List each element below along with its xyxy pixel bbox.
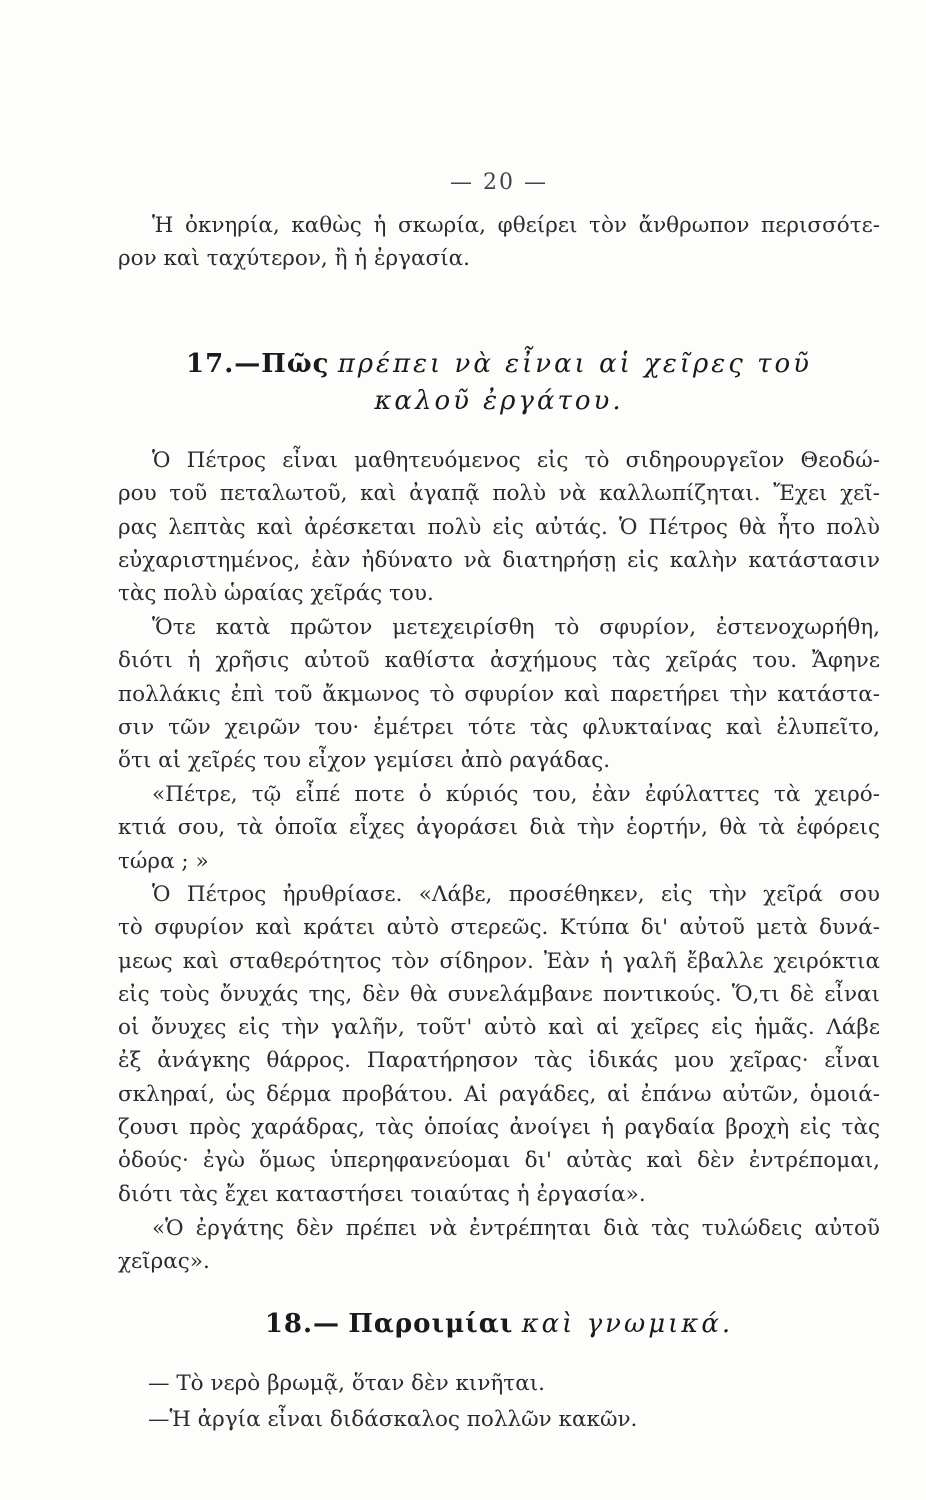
- text-line: σκληραί, ὡς δέρμα προβάτου. Αἱ ραγάδες, αἱ ἐπάνω αὐτῶν, ὁμοιά-: [118, 1081, 880, 1107]
- proverb-item: —Ἡ ἀργία εἶναι διδάσκαλος πολλῶν κακῶν.: [148, 1407, 638, 1432]
- text-line: πολλάκις ἐπὶ τοῦ ἄκμωνος τὸ σφυρίον καὶ παρετήρει τὴν κατάστα-: [118, 681, 880, 707]
- section-17-heading: [118, 346, 880, 382]
- page-number: — 20 —: [450, 170, 548, 195]
- text-line: «Ὁ ἐργάτης δὲν πρέπει νὰ ἐντρέπηται διὰ τὰς τυλώδεις αὐτοῦ: [152, 1216, 880, 1241]
- book-page: [118, 0, 880, 1500]
- text-line: ρου τοῦ πεταλωτοῦ, καὶ ἀγαπᾷ πολὺ νὰ καλλωπίζηται. Ἔχει χεῖ-: [118, 481, 880, 507]
- paragraph: [118, 611, 880, 777]
- text-line: ἐξ ἀνάγκης θάρρος. Παρατήρησον τὰς ἰδικάς μου χεῖρας· εἶναι: [118, 1048, 880, 1074]
- paragraph: [118, 1212, 880, 1279]
- paragraph: [118, 444, 880, 610]
- text-line: ὅτι αἱ χεῖρές του εἶχον γεμίσει ἀπὸ ραγάδας.: [118, 748, 611, 774]
- paragraph: [118, 878, 880, 1211]
- text-line: εὐχαριστημένος, ἐὰν ἠδύνατο νὰ διατηρήσῃ εἰς καλὴν κατάστασιν: [118, 547, 880, 573]
- text-line: ὁδούς· ἐγὼ ὅμως ὑπερηφανεύομαι δι' αὐτὰς καὶ δὲν ἐντρέπομαι,: [118, 1148, 880, 1174]
- text-line: μεως καὶ σταθερότητος τὸν σίδηρον. Ἐὰν ἡ γαλῆ ἔβαλλε χειρόκτια: [118, 948, 880, 974]
- text-line: Ὅτε κατὰ πρῶτον μετεχειρίσθη τὸ σφυρίον, ἐστενοχωρήθη,: [152, 615, 880, 640]
- section-17-heading-line-2: [118, 383, 880, 419]
- section-18-heading: [118, 1306, 880, 1342]
- text-line: οἱ ὄνυχες εἰς τὴν γαλῆν, τοῦτ' αὐτὸ καὶ αἱ χεῖρες εἰς ἡμᾶς. Λάβε: [118, 1015, 880, 1041]
- section-number: 17.—: [186, 349, 262, 379]
- text-line: «Πέτρε, τῷ εἶπέ ποτε ὁ κύριός του, ἐὰν ἐφύλαττες τὰ χειρό-: [152, 782, 880, 807]
- text-line: κτιά σου, τὰ ὁποῖα εἶχες ἀγοράσει διὰ τὴν ἑορτήν, θὰ τὰ ἐφόρεις: [118, 815, 880, 841]
- text-line: Ὁ Πέτρος ἠρυθρίασε. «Λάβε, προσέθηκεν, εἰς τὴν χεῖρά σου: [152, 882, 880, 907]
- text-line: διότι τὰς ἔχει καταστήσει τοιαύτας ἡ ἐργασία».: [118, 1181, 646, 1207]
- section-number: 18.—: [264, 1309, 341, 1339]
- text-line: ρον καὶ ταχύτερον, ἢ ἡ ἐργασία.: [118, 246, 471, 272]
- section-title: καὶ γνωμικά.: [521, 1309, 734, 1339]
- proverb-item: — Τὸ νερὸ βρωμᾷ, ὅταν δὲν κινῆται.: [148, 1371, 545, 1396]
- text-line: ζουσι πρὸς χαράδρας, τὰς ὁποίας ἀνοίγει ἡ ραγδαία βροχὴ εἰς τὰς: [118, 1115, 880, 1141]
- text-line: χεῖρας».: [118, 1249, 210, 1275]
- text-line: ρας λεπτὰς καὶ ἀρέσκεται πολὺ εἰς αὐτάς. Ὁ Πέτρος θὰ ἦτο πολὺ: [118, 514, 880, 540]
- section-title-lead: Πῶς: [261, 349, 330, 379]
- text-line: τὸ σφυρίον καὶ κράτει αὐτὸ στερεῶς. Κτύπα δι' αὐτοῦ μετὰ δυνά-: [118, 915, 880, 941]
- paragraph: [118, 778, 880, 878]
- text-line: τώρα ; »: [118, 848, 209, 874]
- text-line: σιν τῶν χειρῶν του· ἐμέτρει τότε τὰς φλυκταίνας καὶ ἐλυπεῖτο,: [118, 714, 880, 740]
- text-line: Ὁ Πέτρος εἶναι μαθητευόμενος εἰς τὸ σιδηρουργεῖον Θεοδώ-: [152, 448, 880, 473]
- section-title: πρέπει νὰ εἶναι αἱ χεῖρες τοῦ: [337, 349, 812, 379]
- text-line: διότι ἡ χρῆσις αὐτοῦ καθίστα ἀσχήμους τὰς χεῖράς του. Ἄφηνε: [118, 648, 880, 674]
- intro-paragraph: [118, 209, 880, 276]
- text-line: εἰς τοὺς ὄνυχάς της, δὲν θὰ συνελάμβανε ποντικούς. Ὅ,τι δὲ εἶναι: [118, 981, 880, 1007]
- text-line: Ἡ ὀκνηρία, καθὼς ἡ σκωρία, φθείρει τὸν ἄνθρωπον περισσότε-: [152, 213, 880, 238]
- section-title-lead: Παροιμίαι: [348, 1309, 514, 1339]
- section-title: καλοῦ ἐργάτου.: [374, 386, 624, 416]
- text-line: τὰς πολὺ ὡραίας χεῖράς του.: [118, 581, 434, 607]
